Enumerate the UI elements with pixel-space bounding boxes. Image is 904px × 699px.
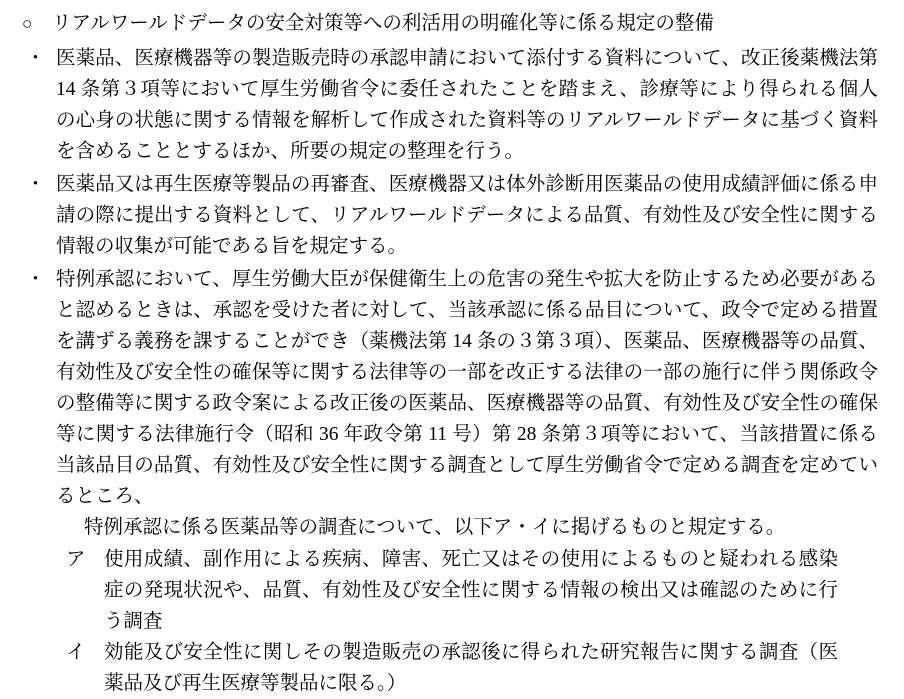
kana-text: 使用成績、副作用による疾病、障害、死亡又はその使用によるものと疑われる感染症の発現状況や、品質、有効性及び安全性に関する情報の検出又は確認のために行う調査 [104, 549, 838, 632]
kana-marker: ア [66, 549, 86, 570]
bullet-text: 医薬品又は再生医療等製品の再審査、医療機器又は体外診断用医薬品の使用成績評価に係る申請の際に提出する資料として、リアルワールドデータによる品質、有効性及び安全性に関する情報の収集が可能である旨を規定する。 [56, 174, 878, 257]
kana-item-a [66, 544, 878, 637]
section-heading [22, 8, 878, 39]
bullet-marker: ・ [26, 269, 46, 290]
heading-marker: ○ [22, 14, 33, 33]
kana-item-i [66, 637, 878, 699]
bullet-marker: ・ [26, 48, 46, 69]
kana-marker: イ [66, 642, 86, 663]
kana-text: 効能及び安全性に関しその製造販売の承認後に得られた研究報告に関する調査（医薬品及び再生医療等製品に限る。） [104, 642, 838, 694]
sub-paragraph: 特例承認に係る医薬品等の調査について、以下ア・イに掲げるものと規定する。 [84, 517, 786, 538]
bullet-item [22, 169, 878, 262]
bullet-text: 特例承認において、厚生労働大臣が保健衛生上の危害の発生や拡大を防止するため必要があると認めるときは、承認を受けた者に対して、当該承認に係る品目について、政令で定める措置を講ずる義務を課することができ（薬機法第 14 条の３第３項）、医薬品、医療機器等の品質、有効性及び安全性の確保等に関する法律等の一部を改正する法律の一部の施行に伴う関係政令の整備等に関する政令案による改正後の医薬品、医療機器等の品質、有効性及び安全性の確保等に関する法律施行令（昭和 36 年政令第 11 号）第 28 条第３項等において、当該措置に係る当該品目の品質、有効性及び安全性に関する調査として厚生労働省令で定める調査を定めているところ、 [56, 269, 878, 507]
bullet-text: 医薬品、医療機器等の製造販売時の承認申請において添付する資料について、改正後薬機法第 14 条第３項等において厚生労働省令に委任されたことを踏まえ、診療等により得られる個人の心身の状態に関する情報を解析して作成された資料等のリアルワールドデータに基づく資料を含めることとするほか、所要の規定の整理を行う。 [56, 48, 878, 162]
bullet-marker: ・ [26, 174, 46, 195]
heading-text: リアルワールドデータの安全対策等への利活用の明確化等に係る規定の整備 [52, 13, 714, 34]
bullet-item [22, 264, 878, 512]
bullet-item [22, 43, 878, 167]
